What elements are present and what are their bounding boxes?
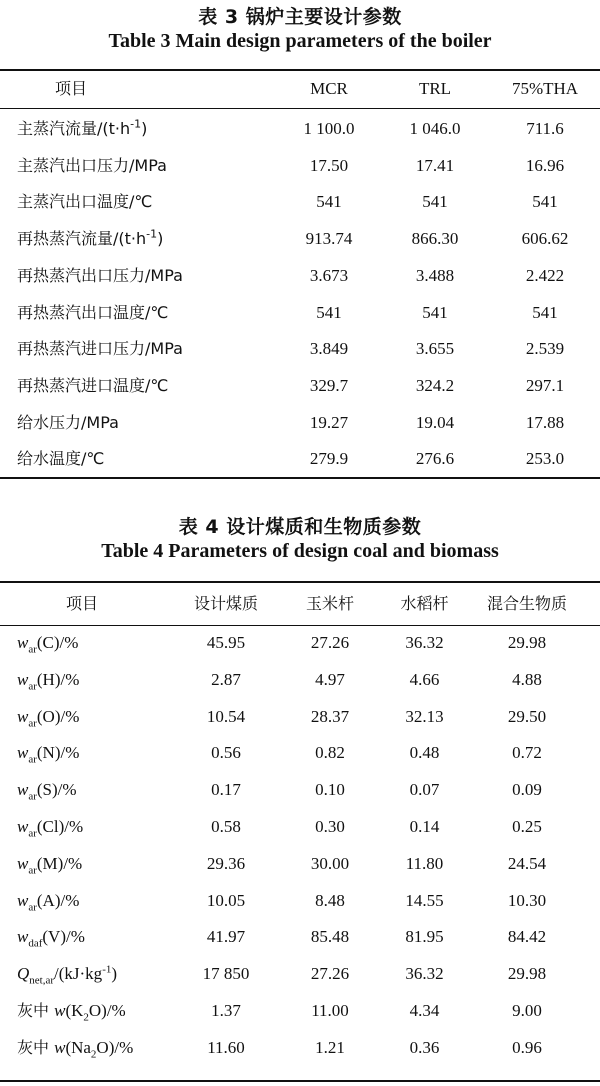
table-row — [0, 772, 600, 808]
cell-tha: 17.88 — [525, 412, 565, 432]
table4-top-rule — [0, 581, 600, 583]
cell-value: 24.54 — [507, 853, 547, 873]
table-row — [0, 331, 600, 367]
cell-trl: 866.30 — [411, 229, 459, 249]
cell-value: 0.48 — [409, 743, 440, 763]
row-label-tail: ) — [111, 964, 118, 984]
cell-tha: 297.1 — [525, 375, 565, 395]
row-label-tail: O)/% — [88, 1001, 126, 1020]
cell-value: 27.26 — [310, 633, 350, 652]
row-label-text: 主蒸汽流量/(t·h — [17, 119, 131, 138]
row-label — [17, 1030, 133, 1066]
cell-value: 36.32 — [405, 633, 444, 652]
row-label-sub: ar — [28, 864, 37, 877]
cell-value: 1.21 — [315, 1037, 345, 1057]
cell-value: 14.55 — [405, 890, 444, 910]
table-row — [0, 809, 600, 845]
row-label — [17, 699, 79, 735]
cell-value: 0.17 — [211, 780, 241, 800]
table-row — [0, 735, 600, 771]
cell-mcr: 19.27 — [309, 412, 349, 432]
table-row — [0, 111, 600, 147]
table4-header-row — [0, 586, 600, 622]
table3-header-item: 项目 — [55, 79, 88, 98]
cell-value: 11.80 — [405, 853, 444, 873]
cell-mcr: 279.9 — [309, 449, 349, 469]
table3-header-tha: 75%THA — [511, 79, 579, 98]
cell-value: 85.48 — [310, 927, 350, 947]
table-row — [0, 662, 600, 698]
row-label — [17, 441, 104, 477]
row-label — [17, 993, 126, 1029]
row-label — [17, 809, 83, 845]
cell-trl: 3.655 — [415, 339, 455, 359]
table4-bottom-rule — [0, 1080, 600, 1082]
table4-header-corn: 玉米杆 — [305, 594, 354, 613]
cell-tha: 253.0 — [525, 449, 565, 469]
row-label — [17, 662, 79, 698]
cell-tha: 541 — [532, 302, 558, 322]
cell-value: 10.05 — [206, 890, 246, 910]
cell-value: 29.98 — [507, 633, 547, 652]
row-label-text: (K — [65, 1001, 84, 1020]
row-label-text: (Cl)/% — [36, 817, 84, 836]
row-label-sub: ar — [28, 643, 37, 656]
row-label — [17, 184, 152, 220]
row-label-text: /(kJ·kg — [54, 964, 103, 984]
row-label-sub2: 2 — [83, 1011, 89, 1024]
row-label-text: 给水温度/℃ — [17, 449, 105, 469]
cell-mcr: 1 100.0 — [303, 119, 355, 138]
table-row — [0, 1030, 600, 1066]
row-label-symbol: w — [54, 1037, 66, 1057]
row-label-text: 主蒸汽出口温度/℃ — [17, 192, 153, 212]
row-label — [17, 148, 167, 184]
row-label-sub: ar — [28, 753, 37, 766]
cell-value: 4.88 — [512, 669, 542, 689]
row-label-text: (Na — [65, 1037, 91, 1057]
cell-value: 29.36 — [206, 853, 246, 873]
table3-header-row — [0, 71, 600, 107]
row-label-sub: ar — [28, 680, 37, 693]
cell-trl: 324.2 — [415, 375, 455, 395]
row-label-symbol: w — [17, 669, 29, 689]
table-row — [0, 699, 600, 735]
row-label-prefix: 灰中 — [17, 1037, 55, 1057]
table4-caption-cn: 表 4 设计煤质和生物质参数 — [178, 516, 422, 538]
cell-value: 8.48 — [315, 890, 345, 910]
row-label — [17, 295, 168, 331]
row-label-text: 再热蒸汽进口温度/℃ — [17, 375, 169, 395]
row-label-text: 给水压力/MPa — [17, 412, 119, 432]
cell-tha: 711.6 — [526, 119, 564, 138]
cell-value: 0.14 — [409, 817, 440, 836]
row-label-text: (A)/% — [36, 890, 80, 910]
row-label-sub2: 2 — [90, 1048, 97, 1061]
cell-value: 4.34 — [409, 1001, 440, 1020]
cell-value: 0.58 — [211, 817, 241, 836]
row-label-text: (C)/% — [36, 633, 79, 652]
table4-header-rice: 水稻杆 — [400, 594, 449, 613]
row-label — [17, 735, 79, 771]
row-label — [17, 846, 82, 882]
table-row — [0, 846, 600, 882]
row-label-tail: ) — [157, 229, 164, 249]
table4-header-mixed: 混合生物质 — [486, 594, 567, 613]
row-label-text: 再热蒸汽流量/(t·h — [17, 229, 147, 249]
cell-mcr: 913.74 — [305, 229, 353, 249]
row-label-symbol: w — [17, 890, 29, 910]
row-label-symbol: w — [54, 1001, 66, 1020]
table-row — [0, 295, 600, 331]
cell-value: 1.37 — [211, 1001, 241, 1020]
row-label — [17, 772, 77, 808]
row-label-sub: ar — [28, 716, 37, 729]
cell-value: 81.95 — [405, 927, 444, 947]
table-row — [0, 368, 600, 404]
table4-caption-en: Table 4 Parameters of design coal and biomass — [101, 540, 499, 562]
cell-value: 0.30 — [315, 817, 345, 836]
row-label — [17, 331, 183, 367]
row-label-sup: -1 — [130, 117, 142, 131]
cell-tha: 2.422 — [525, 265, 565, 285]
row-label-symbol: w — [17, 927, 29, 947]
row-label — [17, 883, 79, 919]
table-row — [0, 405, 600, 441]
table3-bottom-rule — [0, 477, 600, 479]
cell-value: 0.25 — [512, 817, 542, 836]
table3-header-mcr: MCR — [310, 79, 348, 98]
row-label-symbol: w — [17, 853, 29, 873]
row-label-sub: ar — [28, 790, 37, 803]
row-label-tail: O)/% — [96, 1037, 134, 1057]
row-label — [17, 111, 147, 147]
table3-caption-en: Table 3 Main design parameters of the boiler — [108, 30, 492, 52]
row-label-text: 再热蒸汽出口压力/MPa — [17, 265, 183, 285]
table-row — [0, 184, 600, 220]
cell-value: 27.26 — [310, 964, 350, 984]
cell-tha: 2.539 — [525, 339, 565, 359]
cell-value: 0.09 — [512, 780, 542, 800]
row-label-text: 再热蒸汽进口压力/MPa — [17, 339, 183, 359]
cell-value: 10.54 — [206, 706, 246, 726]
row-label-symbol: Q — [17, 964, 30, 984]
row-label — [17, 919, 85, 955]
cell-value: 84.42 — [507, 927, 547, 947]
row-label-sub: ar — [28, 900, 37, 913]
cell-value: 29.98 — [507, 964, 547, 984]
cell-trl: 17.41 — [415, 155, 455, 175]
cell-value: 11.60 — [207, 1037, 245, 1057]
row-label-text: (H)/% — [36, 669, 80, 689]
cell-value: 9.00 — [512, 1001, 542, 1020]
row-label — [17, 405, 119, 441]
table3-header-rule — [0, 108, 600, 109]
cell-trl: 1 046.0 — [409, 119, 461, 138]
cell-tha: 541 — [532, 192, 558, 212]
table3-header-trl: TRL — [418, 79, 452, 98]
row-label-text: (O)/% — [36, 706, 80, 726]
cell-mcr: 3.673 — [309, 265, 349, 285]
row-label-sub: net,ar — [29, 974, 55, 987]
row-label — [17, 625, 78, 661]
cell-trl: 541 — [422, 192, 448, 212]
row-label-text: (V)/% — [42, 927, 85, 947]
row-label-sup: -1 — [102, 963, 112, 976]
cell-value: 32.13 — [405, 706, 444, 726]
cell-value: 0.36 — [409, 1037, 440, 1057]
row-label-symbol: w — [17, 817, 29, 836]
cell-value: 41.97 — [206, 927, 246, 947]
row-label-symbol: w — [17, 743, 29, 763]
table4-header-coal: 设计煤质 — [193, 594, 258, 613]
row-label-text: (M)/% — [36, 853, 83, 873]
row-label-sup: -1 — [146, 227, 158, 241]
table-row — [0, 625, 600, 661]
table4-header-item: 项目 — [66, 594, 99, 613]
cell-mcr: 541 — [316, 302, 342, 322]
cell-value: 29.50 — [507, 706, 547, 726]
cell-trl: 276.6 — [415, 449, 455, 469]
table-row — [0, 993, 600, 1029]
cell-value: 45.95 — [206, 633, 246, 652]
cell-trl: 541 — [422, 302, 448, 322]
table-row — [0, 258, 600, 294]
cell-value: 0.82 — [315, 743, 345, 763]
table3-caption-cn: 表 3 锅炉主要设计参数 — [198, 6, 402, 28]
cell-value: 0.07 — [409, 780, 440, 800]
cell-value: 0.72 — [512, 743, 542, 763]
table-row — [0, 883, 600, 919]
cell-value: 11.00 — [311, 1001, 349, 1020]
table-row — [0, 919, 600, 955]
cell-mcr: 3.849 — [309, 339, 349, 359]
cell-mcr: 541 — [316, 192, 342, 212]
cell-value: 10.30 — [507, 890, 547, 910]
cell-value: 17 850 — [202, 964, 250, 984]
row-label-text: (N)/% — [36, 743, 80, 763]
cell-value: 36.32 — [405, 964, 444, 984]
cell-value: 4.66 — [409, 669, 440, 689]
row-label-sub: daf — [28, 937, 43, 950]
cell-trl: 19.04 — [415, 412, 455, 432]
row-label-text: 再热蒸汽出口温度/℃ — [17, 302, 169, 322]
row-label-symbol: w — [17, 633, 29, 652]
cell-value: 28.37 — [310, 706, 350, 726]
row-label — [17, 368, 168, 404]
row-label-symbol: w — [17, 706, 29, 726]
row-label-tail: ) — [141, 119, 148, 138]
cell-value: 4.97 — [315, 669, 345, 689]
cell-value: 30.00 — [310, 853, 350, 873]
row-label-text: 主蒸汽出口压力/MPa — [17, 155, 167, 175]
cell-trl: 3.488 — [415, 265, 455, 285]
row-label-text: (S)/% — [36, 780, 77, 800]
table-row — [0, 148, 600, 184]
table-row — [0, 221, 600, 257]
cell-value: 0.10 — [315, 780, 345, 800]
cell-mcr: 329.7 — [309, 375, 349, 395]
cell-mcr: 17.50 — [309, 155, 349, 175]
cell-value: 0.96 — [512, 1037, 542, 1057]
row-label-prefix: 灰中 — [17, 1001, 55, 1020]
table-row — [0, 441, 600, 477]
row-label — [17, 956, 117, 992]
row-label — [17, 221, 163, 257]
row-label-sub: ar — [28, 827, 37, 840]
cell-tha: 606.62 — [521, 229, 569, 249]
table-row — [0, 956, 600, 992]
cell-tha: 16.96 — [525, 155, 565, 175]
cell-value: 0.56 — [211, 743, 241, 763]
row-label — [17, 258, 183, 294]
cell-value: 2.87 — [211, 669, 241, 689]
row-label-symbol: w — [17, 780, 29, 800]
